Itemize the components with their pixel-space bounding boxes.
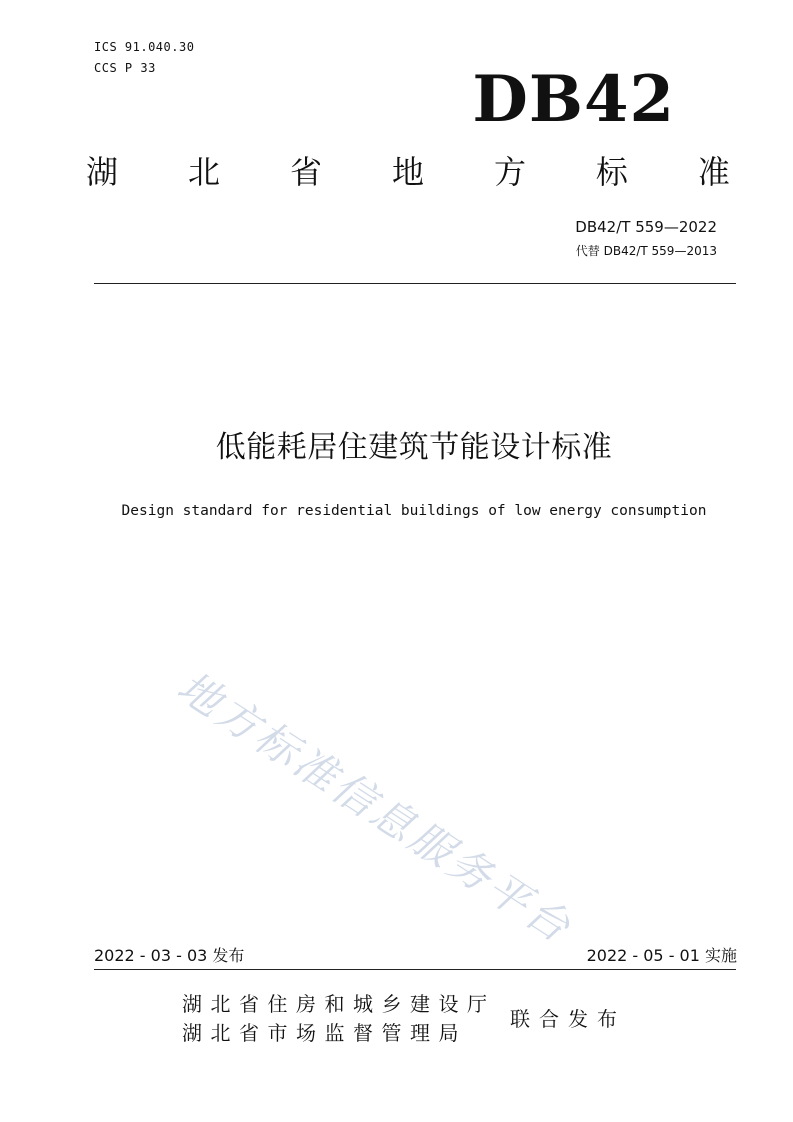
standard-type-char: 地	[391, 153, 424, 191]
replaces-note: 代替 DB42/T 559—2013	[575, 244, 717, 258]
footer-divider	[94, 969, 736, 970]
issuer-market-regulation: 湖北省市场监督管理局	[182, 1021, 467, 1045]
ics-code: ICS 91.040.30	[94, 40, 195, 54]
header-divider	[94, 283, 736, 284]
standard-type-char: 湖	[86, 153, 119, 191]
db42-logo: DB42	[472, 62, 675, 137]
standard-type-heading	[86, 152, 730, 192]
standard-type-char: 标	[595, 153, 628, 191]
watermark: 地方标准信息服务平台	[168, 661, 582, 954]
standard-number: DB42/T 559—2022	[575, 218, 717, 236]
standard-type-char: 北	[187, 153, 220, 191]
standard-type-char: 方	[493, 153, 526, 191]
joint-issue-label: 联合发布	[510, 1007, 626, 1031]
standard-type-char: 省	[289, 153, 322, 191]
document-title-en: Design standard for residential buildings of low energy consumption	[121, 503, 707, 519]
issuer-housing-department: 湖北省住房和城乡建设厅	[182, 992, 496, 1016]
ccs-code: CCS P 33	[94, 61, 156, 75]
issue-date: 2022 - 03 - 03 发布	[94, 946, 245, 965]
implementation-date: 2022 - 05 - 01 实施	[586, 946, 737, 965]
document-title-cn: 低能耗居住建筑节能设计标准	[215, 430, 613, 465]
standard-type-char: 准	[697, 153, 730, 191]
